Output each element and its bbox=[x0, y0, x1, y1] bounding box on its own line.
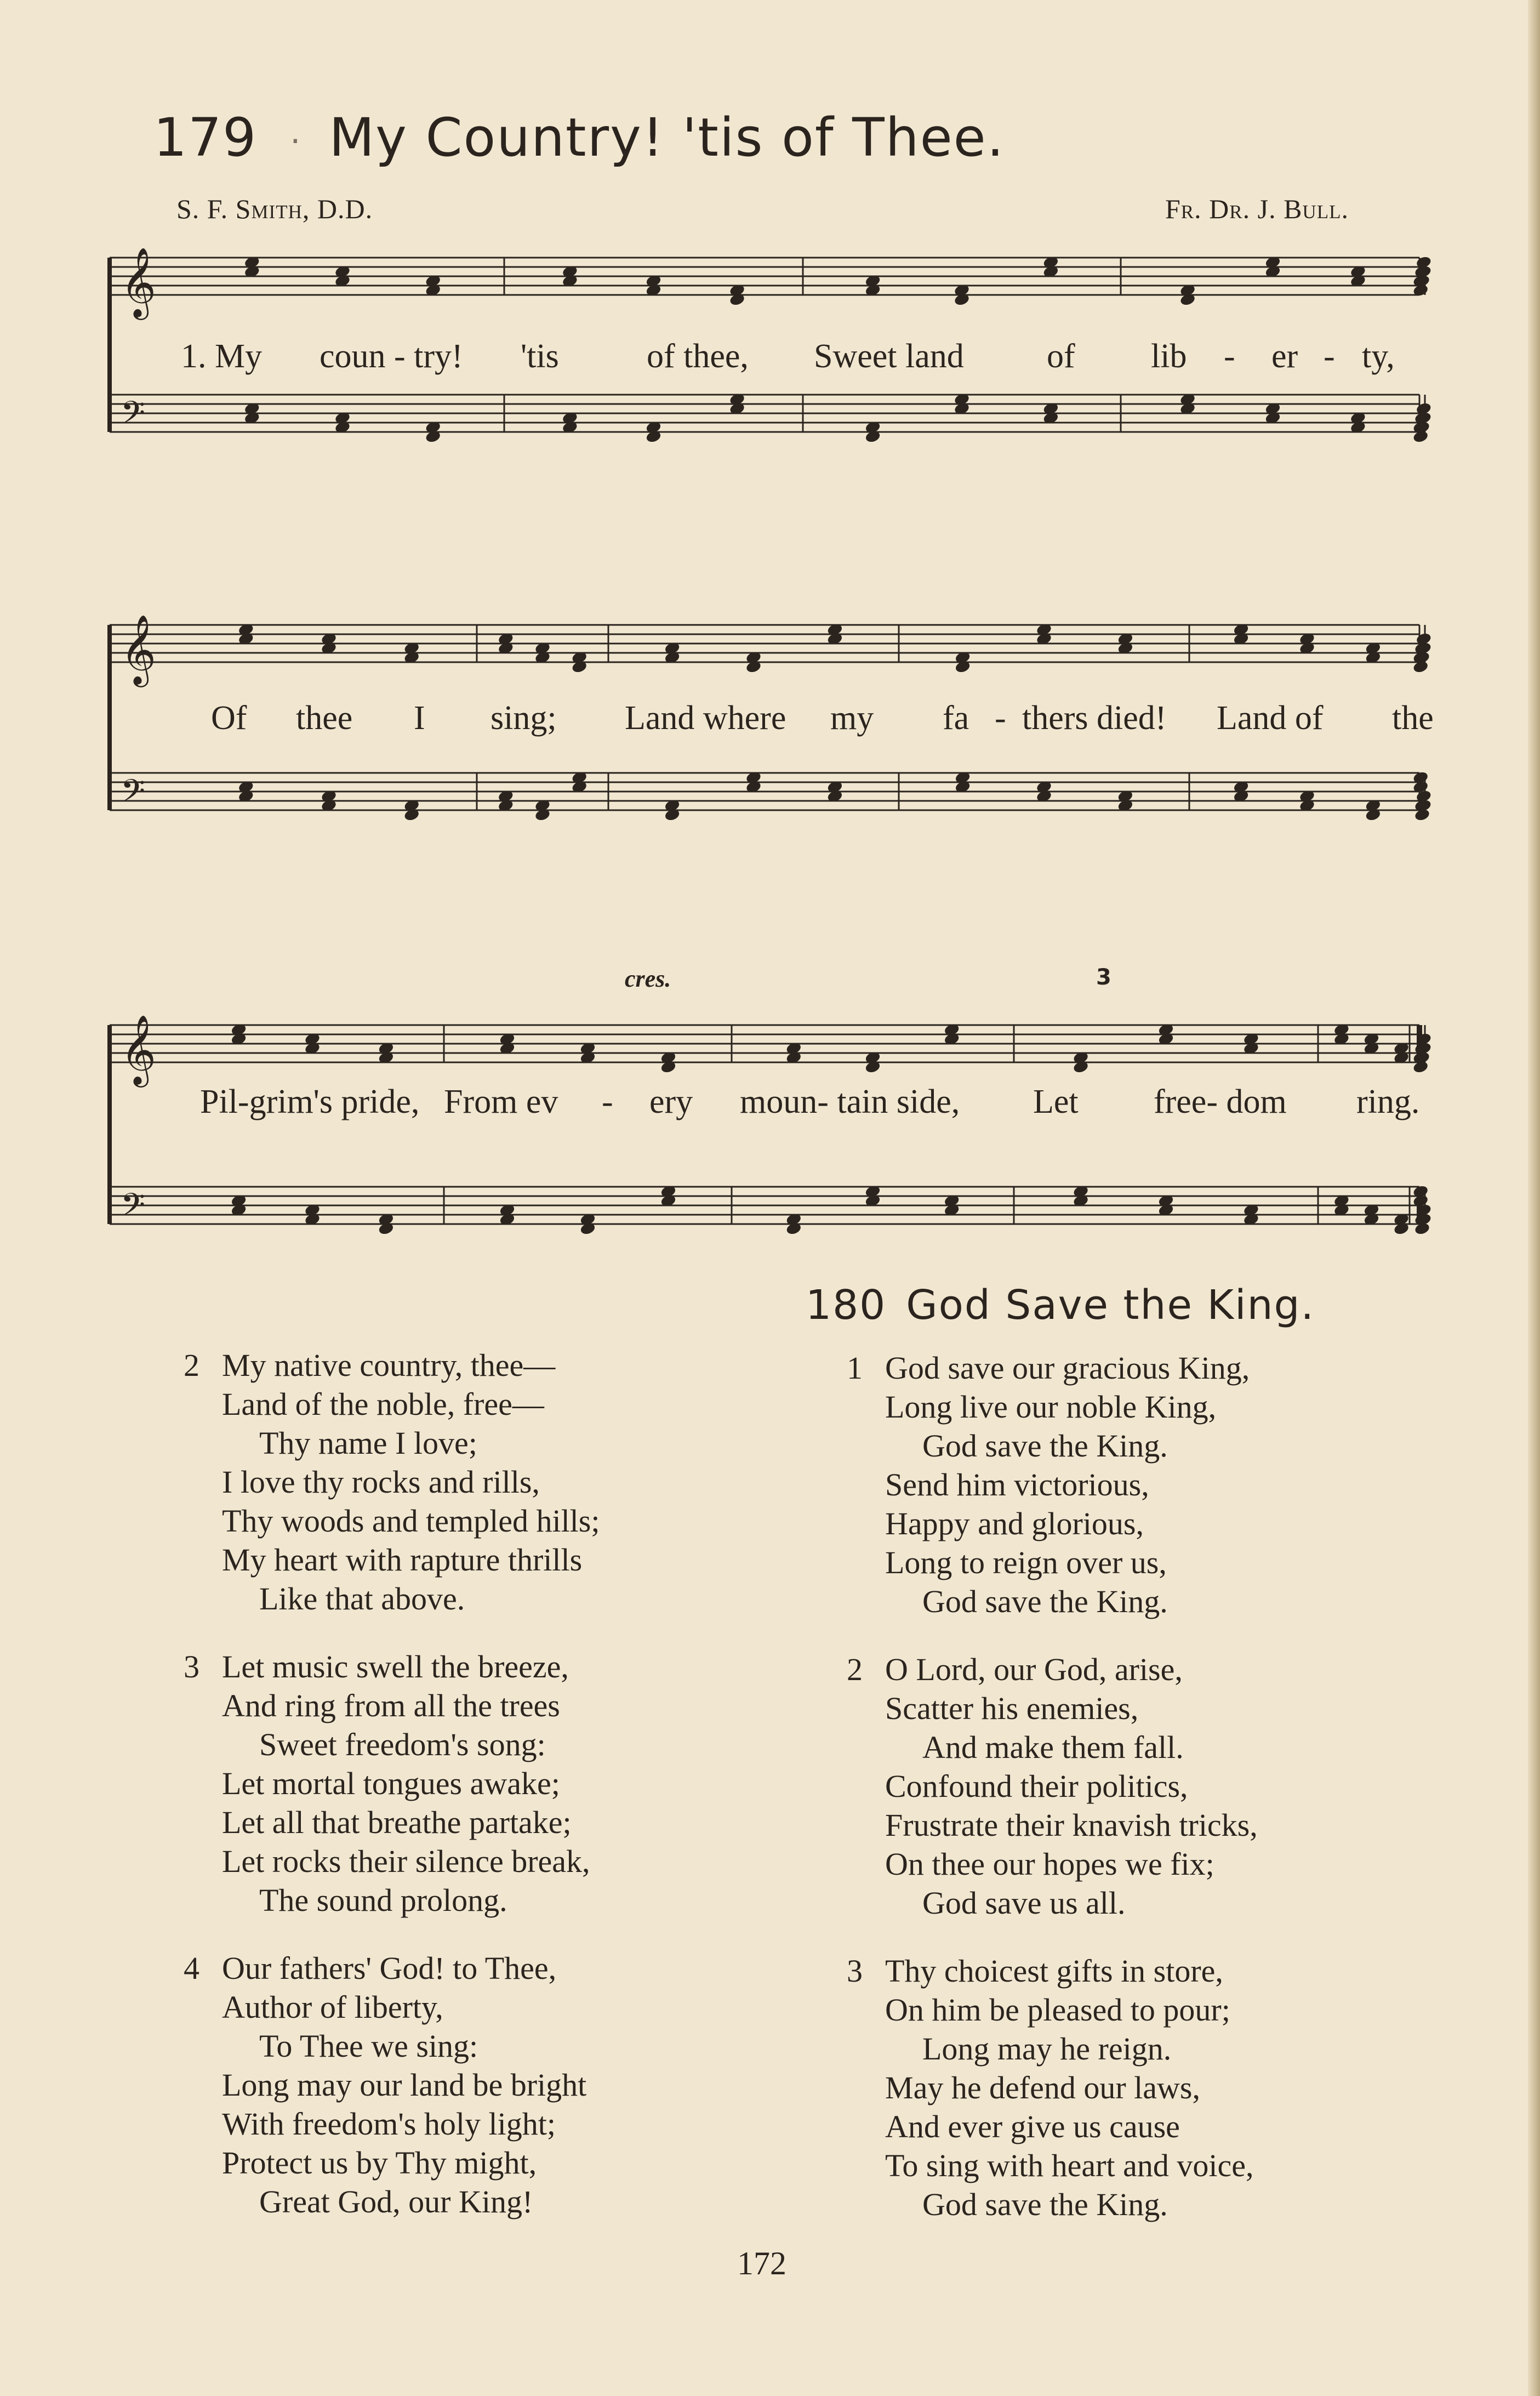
verse-line: Like that above. bbox=[259, 1581, 465, 1617]
lyric-syllable: Land of bbox=[1217, 699, 1324, 737]
lyric-syllable: coun - try! bbox=[320, 338, 463, 375]
hymn-title: My Country! 'tis of Thee. bbox=[329, 107, 1005, 168]
lyric-syllable: er bbox=[1271, 338, 1298, 375]
verse-line: Frustrate their knavish tricks, bbox=[885, 1807, 1258, 1843]
composer-credit: Fr. Dr. J. Bull. bbox=[1165, 193, 1349, 224]
lyric-syllable: - bbox=[995, 699, 1006, 737]
verse-line: God save the King. bbox=[922, 1584, 1168, 1619]
verse-line: And make them fall. bbox=[922, 1729, 1184, 1765]
lyric-syllable: Pil-grim's pride, bbox=[200, 1083, 420, 1120]
lyric-syllable: Let bbox=[1033, 1083, 1079, 1120]
music-system-3 bbox=[104, 965, 1458, 1283]
svg-text:𝄢: 𝄢 bbox=[121, 772, 146, 817]
verse-line: Confound their politics, bbox=[885, 1768, 1188, 1804]
stanza bbox=[847, 1951, 1253, 2224]
lyric-syllable: fa bbox=[943, 699, 969, 737]
verse-line: God save the King. bbox=[922, 2187, 1168, 2222]
verse-line: My heart with rapture thrills bbox=[222, 1542, 583, 1578]
verse-line: 3 Let music swell the breeze, bbox=[184, 1647, 590, 1686]
verse-line: Long to reign over us, bbox=[885, 1545, 1167, 1580]
page-number: 172 bbox=[737, 2245, 786, 2281]
stanza bbox=[847, 1650, 1258, 1922]
page-edge bbox=[1528, 0, 1540, 2396]
verse-line: Long may our land be bright bbox=[222, 2067, 587, 2103]
verse-number: 3 bbox=[184, 1649, 199, 1684]
lyric-syllable: I bbox=[414, 699, 425, 737]
verse-line: Let mortal tongues awake; bbox=[222, 1766, 560, 1801]
hymn-179-heading bbox=[153, 107, 1005, 168]
stanza bbox=[184, 1949, 586, 2221]
verse-line: 4 Our fathers' God! to Thee, bbox=[184, 1949, 586, 1988]
lyric-syllable: my bbox=[830, 699, 874, 737]
lyric-syllable: ty, bbox=[1362, 338, 1395, 375]
hymn-number: 180 bbox=[806, 1282, 887, 1329]
verse-line: 1 God save our gracious King, bbox=[847, 1348, 1250, 1387]
hymn-title: God Save the King. bbox=[906, 1282, 1315, 1329]
verse-number: 3 bbox=[847, 1953, 863, 1989]
lyric-syllable: 1. My bbox=[181, 338, 263, 375]
verse-number: 2 bbox=[184, 1347, 199, 1383]
svg-text:𝄢: 𝄢 bbox=[121, 394, 146, 439]
verse-number: 2 bbox=[847, 1652, 863, 1687]
verse-line: Long live our noble King, bbox=[885, 1389, 1217, 1425]
verse-line: Author of liberty, bbox=[222, 1989, 443, 2025]
lyric-syllable: of bbox=[1047, 338, 1075, 375]
verse-line: And ring from all the trees bbox=[222, 1688, 560, 1723]
verse-line: Happy and glorious, bbox=[885, 1506, 1144, 1541]
crescendo-mark: cres. bbox=[625, 965, 671, 992]
lyric-syllable: ery bbox=[649, 1083, 693, 1120]
lyric-syllable: the bbox=[1392, 699, 1434, 737]
svg-text:𝄢: 𝄢 bbox=[121, 1186, 146, 1231]
triplet-mark: 3 bbox=[1096, 965, 1111, 990]
verse-line: Send him victorious, bbox=[885, 1467, 1149, 1503]
lyric-syllable: Land where bbox=[625, 699, 786, 737]
lyric-syllable: moun- tain side, bbox=[740, 1083, 960, 1120]
verse-line: Let rocks their silence break, bbox=[222, 1843, 590, 1879]
verse-line: 3 Thy choicest gifts in store, bbox=[847, 1951, 1253, 1990]
verse-line: God save us all. bbox=[922, 1885, 1126, 1921]
hymn-number: 179 bbox=[153, 107, 258, 168]
lyric-syllable: sing; bbox=[490, 699, 557, 737]
verse-line: Thy name I love; bbox=[259, 1425, 477, 1461]
staff-notation bbox=[104, 241, 1458, 471]
hymn-180-heading bbox=[806, 1282, 1315, 1329]
verse-line: Sweet freedom's song: bbox=[259, 1727, 546, 1762]
staff-notation bbox=[104, 965, 1458, 1283]
music-system-2 bbox=[104, 608, 1458, 850]
lyric-syllable: 'tis bbox=[521, 338, 559, 375]
verse-line: With freedom's holy light; bbox=[222, 2106, 556, 2142]
lyric-syllable: lib bbox=[1151, 338, 1187, 375]
verse-line: 2 My native country, thee— bbox=[184, 1346, 600, 1385]
verse-line: 2 O Lord, our God, arise, bbox=[847, 1650, 1258, 1689]
verse-line: Scatter his enemies, bbox=[885, 1691, 1139, 1726]
verse-line: Thy woods and templed hills; bbox=[222, 1503, 600, 1539]
svg-text:𝄞: 𝄞 bbox=[121, 1014, 157, 1084]
stanza bbox=[184, 1346, 600, 1618]
lyric-syllable: From ev bbox=[444, 1083, 558, 1120]
verse-line: Let all that breathe partake; bbox=[222, 1805, 572, 1840]
lyric-syllable: - bbox=[1324, 338, 1335, 375]
stanza bbox=[184, 1647, 590, 1920]
verse-line: Protect us by Thy might, bbox=[222, 2145, 537, 2181]
verse-line: On thee our hopes we fix; bbox=[885, 1846, 1214, 1882]
verse-line: The sound prolong. bbox=[259, 1882, 507, 1918]
svg-text:𝄞: 𝄞 bbox=[121, 247, 157, 317]
verse-line: On him be pleased to pour; bbox=[885, 1992, 1230, 2028]
verse-line: To sing with heart and voice, bbox=[885, 2148, 1254, 2183]
lyric-syllable: Sweet land bbox=[814, 338, 964, 375]
lyric-syllable: free- dom bbox=[1154, 1083, 1287, 1120]
verse-number: 1 bbox=[847, 1350, 863, 1386]
music-system-1 bbox=[104, 241, 1458, 471]
lyric-syllable: ring. bbox=[1356, 1083, 1420, 1120]
verse-line: Great God, our King! bbox=[259, 2184, 533, 2219]
author-credit: S. F. Smith, D.D. bbox=[176, 193, 373, 224]
verse-line: And ever give us cause bbox=[885, 2109, 1180, 2144]
lyric-syllable: thers died! bbox=[1022, 699, 1167, 737]
verse-line: To Thee we sing: bbox=[259, 2028, 478, 2064]
lyric-syllable: - bbox=[1224, 338, 1235, 375]
heading-dot: · bbox=[290, 122, 302, 161]
lyric-syllable: thee bbox=[296, 699, 353, 737]
verse-line: I love thy rocks and rills, bbox=[222, 1464, 540, 1500]
verse-line: May he defend our laws, bbox=[885, 2070, 1200, 2105]
verse-line: Long may he reign. bbox=[922, 2031, 1172, 2067]
lyric-syllable: Of bbox=[211, 699, 247, 737]
svg-text:𝄞: 𝄞 bbox=[121, 614, 157, 684]
lyric-syllable: - bbox=[602, 1083, 613, 1120]
lyric-syllable: of thee, bbox=[647, 338, 749, 375]
verse-number: 4 bbox=[184, 1950, 199, 1986]
verse-line: Land of the noble, free— bbox=[222, 1386, 544, 1422]
stanza bbox=[847, 1348, 1250, 1621]
verse-line: God save the King. bbox=[922, 1428, 1168, 1464]
